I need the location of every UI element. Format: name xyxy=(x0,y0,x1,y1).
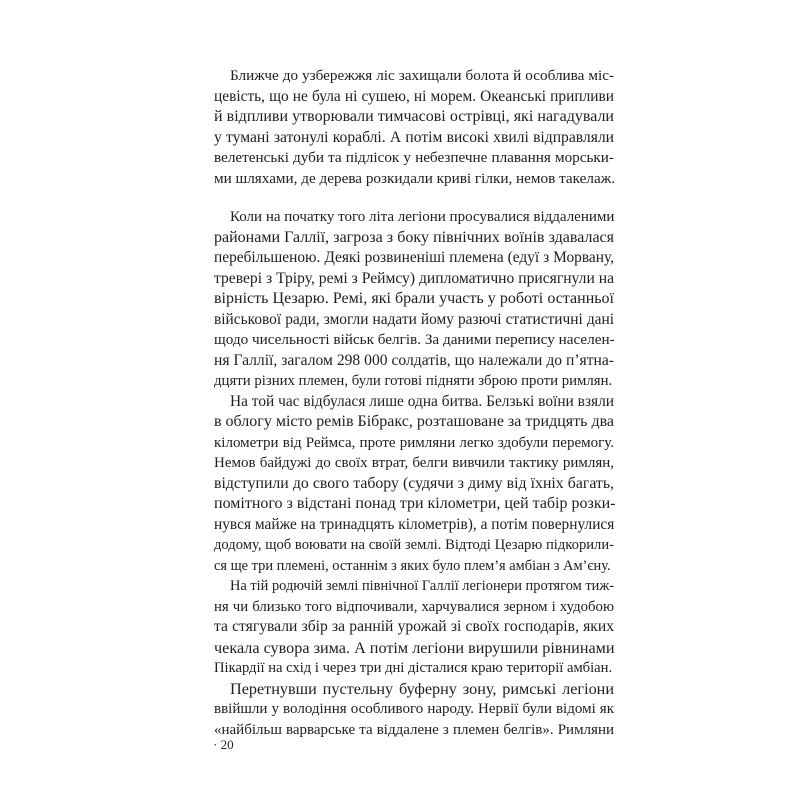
text-line: чекала сувора зима. А потім легіони вирушили рівнинами xyxy=(214,638,615,657)
text-line: вірність Цезарю. Ремі, які брали участь у роботі останньої xyxy=(214,290,614,307)
text-line: Ближче до узбережжя ліс захищали болота й особлива міс- xyxy=(230,67,614,84)
text-line: На той час відбулася лише одна битва. Белзькі воїни взяли xyxy=(230,392,614,410)
text-line: ня чи близько того відпочивали, харчувалися зерном і худобою xyxy=(214,598,614,615)
text-line: На тій родючій землі північної Галлії легіонери протягом тиж- xyxy=(230,578,615,594)
text-line: додому, щоб воювати на своїй землі. Відтоді Цезарю підкорили- xyxy=(214,537,614,553)
text-line: щодо чисельності військ белгів. За даними перепису населен- xyxy=(214,331,615,348)
text-line: «найбільш варварське та віддалене з племен белгів». Римляни xyxy=(214,721,614,738)
text-line: ввійшли у володіння особливого народу. Нервії були відомі як xyxy=(214,701,614,717)
text-line: Пікардії на схід і через три дні дісталися краю території амбіан. xyxy=(214,660,613,676)
text-line: Перетнувши пустельну буферну зону, римські легіони xyxy=(230,679,614,698)
text-line: військової ради, змогли надати йому разючі статистичні дані xyxy=(214,310,614,328)
text-line: нувся майже на тринадцять кілометрів), а потім повернулися xyxy=(214,515,615,533)
text-line: ся ще три племені, останнім з яких було плем’я амбіан з Ам’єну. xyxy=(214,557,611,574)
text-line: велетенські дуби та підлісок у небезпечне плавання морськи- xyxy=(214,149,614,166)
text-line: у тумані затонулі кораблі. А потім високі хвилі відправляли xyxy=(214,128,614,146)
text-line: ня Галлії, загалом 298 000 солдатів, що належали до п’ятна- xyxy=(214,351,614,369)
text-line: ми шляхами, де дерева розкидали криві гілки, немов такелаж. xyxy=(214,169,616,187)
page-number: · 20 xyxy=(213,737,234,752)
text-line: районами Галлії, загроза з боку північних воїнів здавалася xyxy=(214,228,614,246)
text-line: цевість, що не була ні сушею, ні морем. Океанські припливи xyxy=(214,87,614,105)
text-line: Коли на початку того літа легіони просувалися віддаленими xyxy=(230,209,615,225)
text-line: та стягували збір за ранній урожай зі своїх господарів, яких xyxy=(214,618,614,635)
text-line: Немов байдужі до своїх втрат, белги вивчили тактику римлян, xyxy=(214,455,614,471)
text-line: й відпливи утворювали тимчасові острівці, які нагадували xyxy=(214,108,614,125)
text-line: кілометри від Реймса, проте римляни легко здобули перемогу. xyxy=(214,434,614,451)
text-line: перебільшеною. Деякі розвиненіші племена (едуї з Морвану, xyxy=(214,249,614,266)
text-line: дцяти різних племен, були готові підняти зброю проти римлян. xyxy=(214,373,613,389)
text-line: помітного з відстані понад три кілометри, цей табір розки- xyxy=(214,495,616,512)
text-line: в облогу місто ремів Бібракс, розташоване за тридцять два xyxy=(214,413,615,430)
text-line: відступили до свого табору (судячи з диму від їхніх багать, xyxy=(214,474,614,492)
text-line: тревері з Тріру, ремі з Реймсу) дипломатично присягнули на xyxy=(214,269,614,287)
